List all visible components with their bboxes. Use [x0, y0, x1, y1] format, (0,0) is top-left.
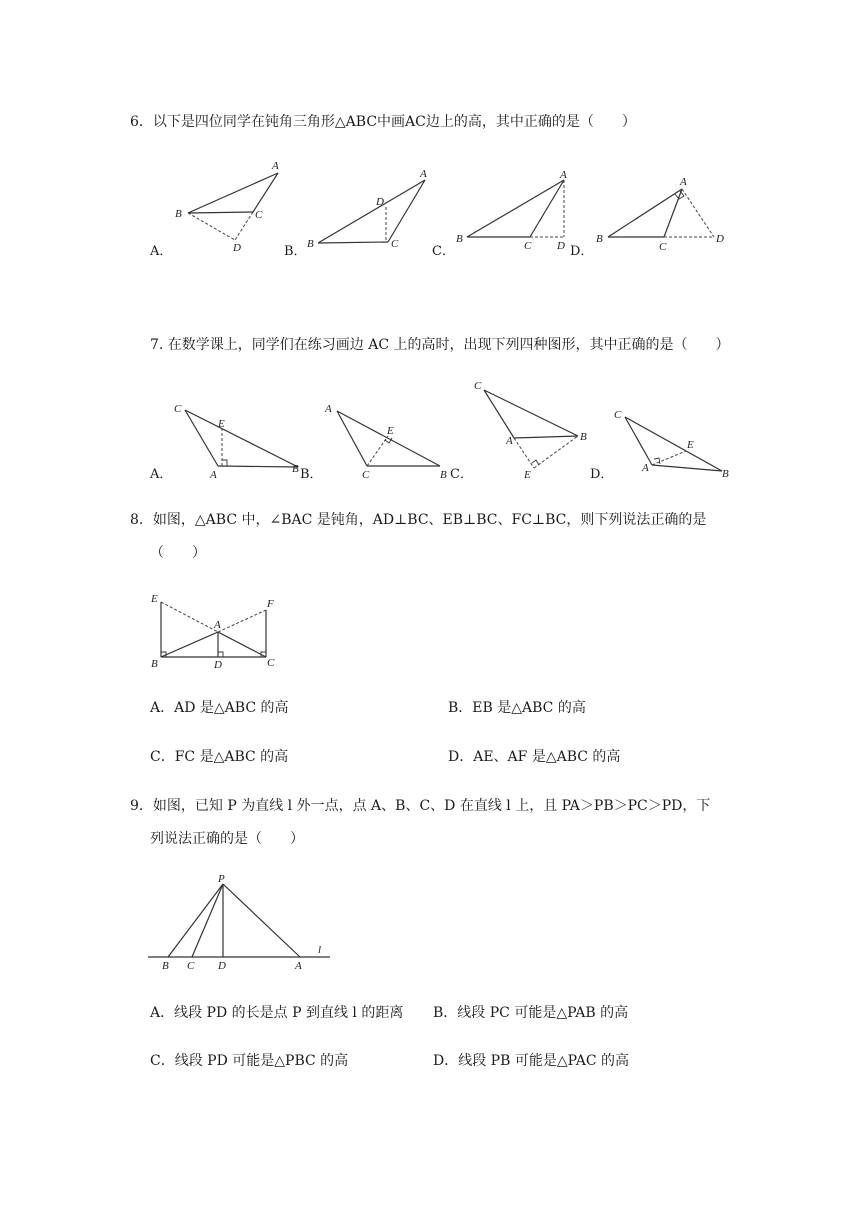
q6-figure-c [452, 165, 577, 255]
label-b: B [175, 208, 182, 220]
figure-point-label: C [391, 238, 399, 250]
figure-point-label: A [420, 168, 427, 180]
q7-option-a: A． [150, 467, 173, 482]
q7-option-d: D． [590, 467, 614, 482]
q6-figure-a [170, 160, 285, 255]
q6-option-a: A． [150, 244, 173, 259]
q9-choice-a: A．线段 PD 的长是点 P 到直线 l 的距离 [150, 1005, 404, 1021]
figure-point-label: B [580, 431, 587, 443]
q8-text: 8．如图，△ABC 中，∠BAC 是钝角，AD⊥BC、EB⊥BC、FC⊥BC，则下列说法正确的是 [130, 512, 707, 528]
q6-option-c: C． [432, 244, 455, 259]
label-a: A [272, 160, 279, 172]
q8-choice-c: C．FC 是△ABC 的高 [150, 749, 289, 765]
figure-point-label: C [524, 240, 532, 252]
figure-point-label: D [218, 960, 226, 972]
q7-figure-d [610, 405, 740, 480]
figure-point-label: A [642, 462, 649, 474]
figure-point-label: B [162, 960, 169, 972]
q7-figure-a [170, 398, 310, 480]
q9-choice-b: B．线段 PC 可能是△PAB 的高 [433, 1005, 629, 1021]
figure-point-label: B [307, 238, 314, 250]
q8-text-cont: （ ） [150, 545, 206, 561]
q7-text: 7. 在数学课上，同学们在练习画边 AC 上的高时，出现下列四种图形，其中正确的是（ ） [150, 337, 730, 353]
figure-point-label: P [218, 873, 225, 885]
figure-point-label: C [174, 403, 182, 415]
figure-point-label: A [325, 403, 332, 415]
q6-figure-d [592, 172, 732, 252]
figure-point-label: D [214, 659, 222, 671]
q6-option-b: B． [284, 244, 307, 259]
figure-point-label: B [151, 658, 158, 670]
q6-option-d: D． [570, 244, 594, 259]
figure-point-label: E [218, 418, 225, 430]
figure-point-label: l [318, 944, 322, 956]
figure-point-label: D [716, 233, 724, 245]
figure-point-label: A [680, 176, 687, 188]
q7-option-b: B． [300, 467, 323, 482]
figure-point-label: B [596, 233, 603, 245]
q9-choice-c: C．线段 PD 可能是△PBC 的高 [150, 1053, 349, 1069]
figure-point-label: A [560, 169, 567, 181]
figure-point-label: D [557, 240, 565, 252]
q7-figure-c [470, 378, 600, 480]
q9-choice-d: D．线段 PB 可能是△PAC 的高 [433, 1053, 630, 1069]
figure-point-label: C [614, 409, 622, 421]
figure-point-label: E [151, 593, 158, 605]
q8-choice-d: D．AE、AF 是△ABC 的高 [448, 749, 621, 765]
figure-point-label: E [687, 439, 694, 451]
figure-point-label: C [267, 657, 275, 669]
figure-point-label: C [362, 469, 370, 481]
figure-point-label: E [387, 425, 394, 437]
q7-figure-b [322, 398, 462, 480]
figure-point-label: D [376, 196, 384, 208]
figure-point-label: A [506, 435, 513, 447]
q9-text: 9．如图，已知 P 为直线 l 外一点，点 A、B、C、D 在直线 l 上，且 PA＞PB＞PC＞PD，下 [130, 798, 711, 814]
figure-point-label: A [295, 960, 302, 972]
label-c: C [255, 209, 263, 221]
q8-choice-a: A．AD 是△ABC 的高 [150, 700, 289, 716]
q6-figure-b [300, 165, 440, 255]
q7-option-c: C． [450, 467, 473, 482]
figure-point-label: B [722, 468, 729, 480]
figure-point-label: A [214, 619, 221, 631]
q6-text: 6．以下是四位同学在钝角三角形△ABC中画AC边上的高，其中正确的是（ ） [130, 114, 636, 130]
q8-figure [148, 590, 288, 675]
figure-point-label: B [292, 463, 299, 475]
figure-point-label: C [187, 960, 195, 972]
figure-point-label: E [524, 469, 531, 481]
label-d: D [233, 242, 241, 254]
figure-point-label: C [659, 241, 667, 253]
figure-point-label: B [440, 469, 447, 481]
q9-text-cont: 列说法正确的是（ ） [150, 831, 304, 847]
q8-choice-b: B．EB 是△ABC 的高 [448, 700, 586, 716]
figure-point-label: B [456, 233, 463, 245]
figure-point-label: A [210, 469, 217, 481]
figure-point-label: F [267, 598, 274, 610]
figure-point-label: C [474, 380, 482, 392]
q9-figure [145, 872, 345, 972]
